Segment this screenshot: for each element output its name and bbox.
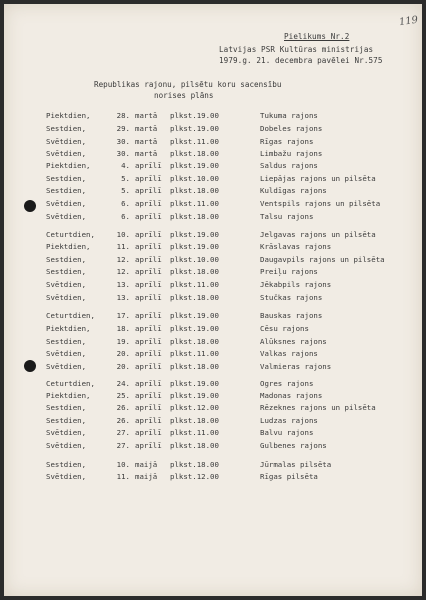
schedule-month: aprīlī	[135, 324, 162, 333]
schedule-date: 26.	[116, 403, 130, 412]
schedule-day: Svētdien,	[46, 199, 87, 208]
schedule-district: Talsu rajons	[260, 212, 314, 221]
schedule-row	[4, 428, 422, 439]
schedule-time: plkst.18.00	[170, 337, 219, 346]
schedule-day: Sestdien,	[46, 186, 87, 195]
schedule-row	[4, 416, 422, 427]
document-title: Republikas rajonu, pilsētu koru sacensību	[94, 80, 282, 89]
schedule-district: Valmieras rajons	[260, 362, 332, 371]
schedule-list	[4, 4, 422, 596]
schedule-row	[4, 349, 422, 360]
schedule-date: 12.	[116, 267, 130, 276]
schedule-row	[4, 199, 422, 210]
schedule-date: 18.	[116, 324, 130, 333]
schedule-time: plkst.18.00	[170, 293, 219, 302]
schedule-month: aprīlī	[135, 186, 162, 195]
schedule-district: Tukuma rajons	[260, 111, 318, 120]
schedule-district: Dobeles rajons	[260, 124, 323, 133]
schedule-month: aprīlī	[135, 428, 162, 437]
schedule-time: plkst.11.00	[170, 280, 219, 289]
schedule-row	[4, 293, 422, 304]
schedule-district: Ogres rajons	[260, 379, 314, 388]
schedule-row	[4, 161, 422, 172]
schedule-row	[4, 280, 422, 291]
schedule-day: Piektdien,	[46, 161, 91, 170]
schedule-month: martā	[135, 111, 158, 120]
schedule-time: plkst.19.00	[170, 324, 219, 333]
schedule-day: Ceturtdien,	[46, 311, 95, 320]
schedule-district: Liepājas rajons un pilsēta	[260, 174, 376, 183]
schedule-day: Sestdien,	[46, 403, 87, 412]
schedule-time: plkst.19.00	[170, 242, 219, 251]
schedule-time: plkst.11.00	[170, 137, 219, 146]
schedule-day: Svētdien,	[46, 293, 87, 302]
schedule-day: Svētdien,	[46, 349, 87, 358]
schedule-month: maijā	[135, 472, 158, 481]
schedule-month: aprīlī	[135, 441, 162, 450]
schedule-row	[4, 137, 422, 148]
schedule-time: plkst.19.00	[170, 230, 219, 239]
schedule-month: aprīlī	[135, 255, 162, 264]
schedule-row	[4, 324, 422, 335]
schedule-district: Stučkas rajons	[260, 293, 323, 302]
schedule-date: 20.	[116, 349, 130, 358]
schedule-day: Svētdien,	[46, 280, 87, 289]
schedule-time: plkst.11.00	[170, 349, 219, 358]
schedule-time: plkst.10.00	[170, 255, 219, 264]
schedule-day: Svētdien,	[46, 441, 87, 450]
schedule-row	[4, 267, 422, 278]
schedule-district: Krāslavas rajons	[260, 242, 332, 251]
schedule-day: Svētdien,	[46, 137, 87, 146]
schedule-day: Svētdien,	[46, 362, 87, 371]
schedule-month: aprīlī	[135, 199, 162, 208]
schedule-month: aprīlī	[135, 349, 162, 358]
schedule-time: plkst.19.00	[170, 391, 219, 400]
page-number-annotation: 119	[398, 14, 419, 29]
schedule-row	[4, 242, 422, 253]
schedule-day: Sestdien,	[46, 174, 87, 183]
schedule-district: Bauskas rajons	[260, 311, 323, 320]
schedule-date: 27.	[116, 428, 130, 437]
schedule-date: 11.	[116, 472, 130, 481]
schedule-date: 6.	[121, 212, 130, 221]
schedule-row	[4, 111, 422, 122]
schedule-time: plkst.18.00	[170, 460, 219, 469]
schedule-district: Saldus rajons	[260, 161, 318, 170]
schedule-district: Preiļu rajons	[260, 267, 318, 276]
schedule-row	[4, 230, 422, 241]
schedule-day: Ceturtdien,	[46, 379, 95, 388]
schedule-date: 30.	[116, 137, 130, 146]
schedule-day: Ceturtdien,	[46, 230, 95, 239]
schedule-date: 12.	[116, 255, 130, 264]
ministry-line: Latvijas PSR Kultūras ministrijas	[219, 45, 374, 54]
schedule-time: plkst.11.00	[170, 199, 219, 208]
schedule-month: martā	[135, 124, 158, 133]
schedule-district: Jelgavas rajons un pilsēta	[260, 230, 376, 239]
schedule-district: Gulbenes rajons	[260, 441, 327, 450]
schedule-date: 5.	[121, 174, 130, 183]
schedule-date: 13.	[116, 280, 130, 289]
order-line: 1979.g. 21. decembra pavēlei Nr.575	[219, 56, 383, 65]
schedule-row	[4, 186, 422, 197]
schedule-row	[4, 174, 422, 185]
schedule-day: Sestdien,	[46, 416, 87, 425]
schedule-district: Alūksnes rajons	[260, 337, 327, 346]
schedule-month: aprīlī	[135, 311, 162, 320]
schedule-date: 13.	[116, 293, 130, 302]
schedule-date: 25.	[116, 391, 130, 400]
schedule-month: aprīlī	[135, 161, 162, 170]
schedule-month: aprīlī	[135, 174, 162, 183]
schedule-date: 20.	[116, 362, 130, 371]
schedule-month: aprīlī	[135, 403, 162, 412]
schedule-district: Rīgas pilsēta	[260, 472, 318, 481]
schedule-day: Sestdien,	[46, 124, 87, 133]
schedule-date: 27.	[116, 441, 130, 450]
schedule-time: plkst.18.00	[170, 416, 219, 425]
schedule-month: aprīlī	[135, 267, 162, 276]
schedule-date: 5.	[121, 186, 130, 195]
schedule-date: 10.	[116, 460, 130, 469]
schedule-day: Piektdien,	[46, 324, 91, 333]
schedule-district: Cēsu rajons	[260, 324, 309, 333]
schedule-time: plkst.18.00	[170, 362, 219, 371]
schedule-month: aprīlī	[135, 391, 162, 400]
schedule-row	[4, 391, 422, 402]
schedule-row	[4, 124, 422, 135]
schedule-day: Sestdien,	[46, 255, 87, 264]
schedule-month: aprīlī	[135, 293, 162, 302]
schedule-date: 26.	[116, 416, 130, 425]
schedule-date: 28.	[116, 111, 130, 120]
schedule-time: plkst.12.00	[170, 403, 219, 412]
schedule-district: Jūrmalas pilsēta	[260, 460, 332, 469]
schedule-month: aprīlī	[135, 337, 162, 346]
schedule-time: plkst.11.00	[170, 428, 219, 437]
schedule-row	[4, 212, 422, 223]
schedule-date: 4.	[121, 161, 130, 170]
schedule-date: 10.	[116, 230, 130, 239]
schedule-day: Piektdien,	[46, 111, 91, 120]
schedule-date: 24.	[116, 379, 130, 388]
schedule-district: Balvu rajons	[260, 428, 314, 437]
schedule-month: aprīlī	[135, 379, 162, 388]
schedule-time: plkst.12.00	[170, 472, 219, 481]
schedule-day: Piektdien,	[46, 391, 91, 400]
appendix-label: Pielikums Nr.2	[284, 32, 350, 41]
schedule-day: Sestdien,	[46, 460, 87, 469]
schedule-day: Sestdien,	[46, 337, 87, 346]
schedule-month: martā	[135, 137, 158, 146]
schedule-time: plkst.18.00	[170, 186, 219, 195]
schedule-month: aprīlī	[135, 230, 162, 239]
schedule-district: Kuldīgas rajons	[260, 186, 327, 195]
schedule-row	[4, 149, 422, 160]
schedule-month: aprīlī	[135, 416, 162, 425]
schedule-month: aprīlī	[135, 280, 162, 289]
schedule-time: plkst.19.00	[170, 311, 219, 320]
schedule-date: 19.	[116, 337, 130, 346]
schedule-month: aprīlī	[135, 242, 162, 251]
schedule-time: plkst.18.00	[170, 267, 219, 276]
schedule-district: Valkas rajons	[260, 349, 318, 358]
schedule-date: 17.	[116, 311, 130, 320]
schedule-district: Ventspils rajons un pilsēta	[260, 199, 381, 208]
schedule-district: Jēkabpils rajons	[260, 280, 332, 289]
schedule-district: Rīgas rajons	[260, 137, 314, 146]
schedule-district: Daugavpils rajons un pilsēta	[260, 255, 385, 264]
document-page	[4, 4, 422, 596]
schedule-district: Madonas rajons	[260, 391, 323, 400]
schedule-time: plkst.19.00	[170, 111, 219, 120]
schedule-date: 29.	[116, 124, 130, 133]
schedule-time: plkst.18.00	[170, 212, 219, 221]
schedule-district: Rēzeknes rajons un pilsēta	[260, 403, 376, 412]
schedule-day: Svētdien,	[46, 472, 87, 481]
schedule-month: maijā	[135, 460, 158, 469]
schedule-day: Sestdien,	[46, 267, 87, 276]
schedule-time: plkst.19.00	[170, 379, 219, 388]
schedule-row	[4, 472, 422, 483]
schedule-date: 11.	[116, 242, 130, 251]
schedule-time: plkst.19.00	[170, 124, 219, 133]
schedule-date: 6.	[121, 199, 130, 208]
schedule-day: Svētdien,	[46, 428, 87, 437]
schedule-month: aprīlī	[135, 362, 162, 371]
schedule-date: 30.	[116, 149, 130, 158]
schedule-time: plkst.18.00	[170, 441, 219, 450]
schedule-row	[4, 441, 422, 452]
schedule-row	[4, 255, 422, 266]
schedule-time: plkst.10.00	[170, 174, 219, 183]
schedule-time: plkst.18.00	[170, 149, 219, 158]
schedule-row	[4, 362, 422, 373]
schedule-row	[4, 311, 422, 322]
schedule-month: martā	[135, 149, 158, 158]
document-subtitle: norises plāns	[154, 91, 214, 100]
schedule-day: Piektdien,	[46, 242, 91, 251]
schedule-district: Limbažu rajons	[260, 149, 323, 158]
schedule-row	[4, 337, 422, 348]
schedule-day: Svētdien,	[46, 212, 87, 221]
schedule-time: plkst.19.00	[170, 161, 219, 170]
schedule-day: Svētdien,	[46, 149, 87, 158]
schedule-row	[4, 460, 422, 471]
schedule-row	[4, 379, 422, 390]
schedule-month: aprīlī	[135, 212, 162, 221]
schedule-row	[4, 403, 422, 414]
schedule-district: Ludzas rajons	[260, 416, 318, 425]
